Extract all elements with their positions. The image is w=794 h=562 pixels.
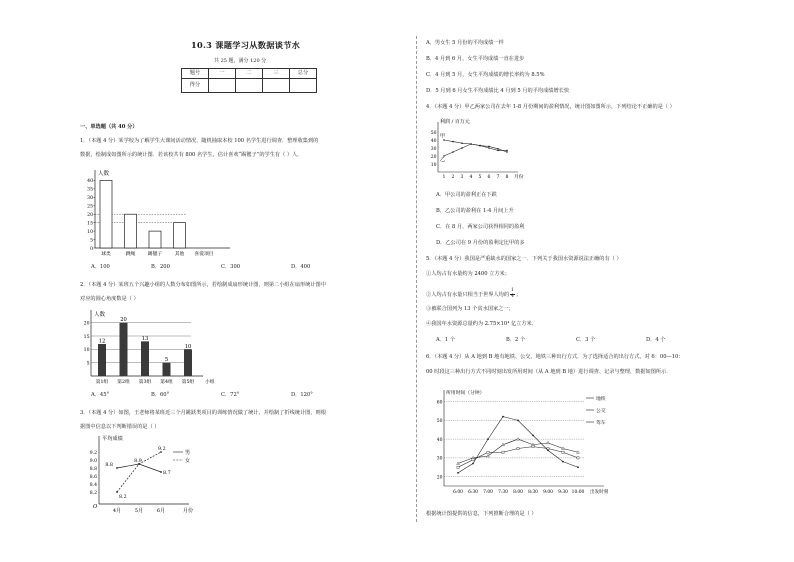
series-point-male bbox=[116, 467, 118, 469]
y-tick-label: 20 bbox=[430, 154, 437, 160]
x-tick-label: 4月 bbox=[112, 508, 122, 514]
y-tick-label: 10 bbox=[87, 229, 93, 235]
legend-label-female: 女 bbox=[185, 458, 191, 464]
q1-option-d[interactable]: D．400 bbox=[291, 264, 311, 270]
series-point bbox=[506, 151, 508, 153]
q4-option-a[interactable]: A．甲公司的盈利正在下跌 bbox=[436, 192, 497, 198]
series-point bbox=[577, 457, 579, 459]
bar-value-label: 13 bbox=[141, 335, 149, 342]
y-axis-label: 人数 bbox=[98, 171, 110, 177]
x-tick-label: 7:30 bbox=[498, 490, 508, 495]
x-tick-label: 跳绳 bbox=[125, 252, 136, 257]
q1-option-b[interactable]: B．200 bbox=[151, 264, 170, 270]
y-tick-label: 60 bbox=[436, 400, 443, 406]
y-tick-label: 8.2 bbox=[89, 490, 97, 496]
q3-line2: 据图中信息以下判断错误的是（ ） bbox=[80, 424, 160, 430]
y-tick-label: 15 bbox=[83, 334, 90, 340]
q2-line1: 2．（本题 4 分）某班五个兴趣小组的人数分布如图所示，若绘制成扇形统计图，则第二小组在扇形统计图中 bbox=[80, 282, 326, 288]
score-input-cell[interactable] bbox=[290, 79, 317, 93]
x-tick-label: 8:30 bbox=[528, 490, 538, 495]
series-point bbox=[562, 451, 564, 453]
q3-option-a[interactable]: A．男女生 5 月份的平均成绩一样 bbox=[426, 40, 504, 46]
series-point bbox=[547, 449, 549, 451]
x-tick-label: 8 bbox=[505, 175, 509, 180]
y-tick-label: 20 bbox=[83, 321, 90, 327]
q4-option-d[interactable]: D．乙公司在 9 月份的盈利定比甲的多 bbox=[436, 240, 525, 246]
q6-prompt: 根据统计图提供的信息，下列推断合理的是（ ） bbox=[426, 511, 537, 517]
score-table-cell: 一 bbox=[209, 69, 236, 79]
bar-value-label: 20 bbox=[120, 317, 127, 324]
bar bbox=[100, 180, 112, 248]
series-label-yi: 乙 bbox=[440, 156, 446, 163]
q5-fraction-numerator: 1 bbox=[511, 288, 514, 293]
y-tick-label: 40 bbox=[430, 138, 437, 144]
y-tick-label: 40 bbox=[436, 437, 443, 443]
series-line bbox=[458, 417, 578, 473]
q5-statement-2-text: ②人均占有水量只相当于世界人均的 bbox=[426, 291, 510, 298]
series-point bbox=[457, 466, 459, 468]
series-line-female bbox=[117, 452, 161, 492]
origin-label: O bbox=[93, 504, 98, 510]
series-point bbox=[461, 147, 463, 149]
bar bbox=[184, 349, 192, 376]
series-point bbox=[497, 150, 499, 152]
series-point bbox=[472, 463, 474, 465]
bar bbox=[163, 363, 171, 376]
q5-fraction bbox=[510, 289, 515, 300]
q2-option-b[interactable]: B．60° bbox=[151, 392, 170, 398]
y-tick-label: 25 bbox=[87, 204, 93, 210]
series-point bbox=[488, 147, 490, 149]
y-tick-label: 40 bbox=[87, 179, 93, 185]
y-axis-label: 平均成绩 bbox=[102, 436, 123, 442]
series-point bbox=[452, 151, 454, 153]
series-point-male bbox=[160, 471, 162, 473]
score-input-cell[interactable] bbox=[236, 79, 263, 93]
y-tick-label: 50 bbox=[430, 130, 437, 136]
bar bbox=[120, 323, 128, 376]
x-tick-label: 9:30 bbox=[558, 490, 568, 495]
series-point bbox=[472, 459, 474, 461]
series-line-male bbox=[117, 464, 161, 472]
score-input-cell[interactable] bbox=[263, 79, 290, 93]
y-tick-label: 9.2 bbox=[89, 450, 97, 456]
series-point bbox=[517, 438, 520, 441]
q2-option-d[interactable]: D．120° bbox=[291, 392, 313, 398]
q6-line-chart bbox=[436, 388, 636, 496]
x-tick-label: 7 bbox=[496, 175, 500, 180]
q2-line2: 对应的圆心角度数是（ ） bbox=[80, 296, 139, 302]
y-tick-label: 35 bbox=[87, 187, 93, 193]
q2-option-a[interactable]: A．45° bbox=[91, 392, 110, 398]
y-tick-label: 15 bbox=[87, 221, 93, 227]
point-label: 9.2 bbox=[158, 447, 166, 452]
y-axis-label: 利润 / 百万元 bbox=[440, 119, 470, 125]
series-point bbox=[502, 416, 504, 418]
series-point bbox=[488, 146, 490, 148]
q6-line2: 00 时段这三种出行方式不同时刻出发所用时间（从 A 地到 B 地）进行调查、记录与整理，数据如图所示． bbox=[426, 369, 672, 375]
point-label: 8.8 bbox=[105, 463, 113, 468]
x-tick-label: 8:00 bbox=[513, 490, 523, 495]
q5-statement-4: ④我国年水资源总量约为 2.75×10⁴ 亿立方米． bbox=[426, 321, 537, 327]
x-tick-label: 2 bbox=[451, 175, 455, 180]
q5-option-a[interactable]: A．1 个 bbox=[436, 337, 456, 343]
bar-value-label: 5 bbox=[164, 357, 169, 364]
score-input-cell[interactable] bbox=[209, 79, 236, 93]
bar-value-label: 10 bbox=[184, 343, 192, 350]
q6-line1: 6．（本题 4 分）从 A 地到 B 地有地铁、公交、地铁三种出行方式．为了选择适合的出行方式，对 6：00—10： bbox=[426, 354, 684, 360]
y-tick-label: 0 bbox=[90, 246, 93, 252]
q4-line1: 4．（本题 4 分）甲乙两家公司在去年 1-8 月份期间的盈利情况，统计图如图所示，下列结论不正确的是（ ） bbox=[426, 104, 675, 110]
series-point bbox=[547, 441, 550, 444]
q5-option-c[interactable]: C．3 个 bbox=[576, 337, 596, 343]
score-table-cell: 题号 bbox=[182, 69, 209, 79]
q1-line1: 1．（本题 4 分）某学校为了解学生大课间活动情况，随机抽取本校 100 名学生进行调查．整理收集到的 bbox=[80, 138, 319, 144]
score-table-cell: 得分 bbox=[182, 79, 209, 93]
x-tick-label: 10:00 bbox=[571, 490, 585, 495]
x-axis-label: 出发时刻 bbox=[590, 490, 609, 495]
x-tick-label: 7:00 bbox=[483, 490, 493, 495]
legend-label: 地铁 bbox=[596, 396, 606, 402]
q5-fraction-denominator: 4 bbox=[511, 293, 514, 299]
q3-line1: 3．（本题 4 分）如图，王老师将某班近三个月跳跃类项目的训练情况做了统计，并绘制了折线统计图，则根 bbox=[80, 410, 326, 416]
x-axis-label: 月份 bbox=[514, 175, 524, 180]
q3-option-b[interactable]: B．4 月到 6 月，女生平均成绩一直在进步 bbox=[426, 56, 525, 62]
y-axis-label: 所用时间（分钟） bbox=[446, 391, 485, 396]
legend-label-male: 男 bbox=[185, 450, 191, 456]
bar bbox=[174, 223, 186, 248]
x-tick-label: 6月 bbox=[156, 508, 166, 514]
series-point bbox=[562, 461, 564, 463]
point-label: 8.7 bbox=[163, 471, 171, 476]
x-tick-label: 4 bbox=[469, 175, 473, 180]
page-subtitle: 共 25 题，满分 120 分 bbox=[214, 58, 267, 64]
series-point bbox=[517, 419, 519, 421]
y-tick-label: 5 bbox=[90, 238, 93, 244]
series-point-female bbox=[116, 491, 118, 493]
q4-option-c[interactable]: C．在 8 月，两家公司获得相同的盈利 bbox=[436, 224, 525, 230]
x-tick-label: 1 bbox=[442, 175, 446, 180]
score-table-cell: 总分 bbox=[290, 69, 317, 79]
series-point bbox=[497, 148, 499, 150]
q5-statement-2-end: ； bbox=[515, 291, 522, 298]
series-point bbox=[517, 447, 519, 449]
x-tick-label: 9:00 bbox=[543, 490, 553, 495]
x-tick-label: 6:30 bbox=[468, 490, 478, 495]
x-tick-label: 第4组 bbox=[160, 380, 173, 385]
score-table-cell: 三 bbox=[263, 69, 290, 79]
q1-bar-chart bbox=[85, 168, 245, 260]
x-tick-label: 5 bbox=[478, 175, 482, 180]
bar-value-label: 12 bbox=[98, 338, 106, 345]
y-tick-label: 20 bbox=[87, 213, 93, 219]
x-tick-label: 喜爱项目 bbox=[194, 252, 214, 257]
q3-option-c[interactable]: C．4 月到 5 月，女生平均成绩的增长率约为 8.5% bbox=[426, 72, 545, 78]
q1-option-c[interactable]: C．300 bbox=[221, 264, 241, 270]
series-point bbox=[502, 451, 504, 453]
series-point bbox=[532, 434, 534, 436]
y-tick-label: 10 bbox=[430, 162, 437, 168]
bar bbox=[149, 231, 161, 248]
y-tick-label: 10 bbox=[83, 348, 90, 354]
q4-line-chart bbox=[430, 118, 540, 186]
series-point bbox=[487, 455, 490, 458]
y-tick-label: 20 bbox=[436, 475, 443, 481]
q1-line2: 数据，绘制成如图所示的统计图．若该校共有 800 名学生，估计喜欢“踢毽子”的学生有（ ）人． bbox=[80, 152, 303, 158]
series-point bbox=[461, 142, 463, 144]
x-axis-label: 月份 bbox=[183, 508, 194, 514]
x-tick-label: 6 bbox=[487, 175, 491, 180]
y-tick-label: 30 bbox=[430, 146, 437, 152]
y-tick-label: 8.4 bbox=[89, 482, 97, 488]
q5-statement-3: ③被联合国列为 13 个贫水国家之一； bbox=[426, 306, 514, 312]
q3-option-d[interactable]: D．5 月到 6 月女生平均成绩比 4 月到 5 月的平均成绩增长快 bbox=[426, 88, 570, 94]
x-tick-label: 球类 bbox=[101, 252, 111, 257]
score-table bbox=[181, 68, 317, 93]
x-tick-label: 5月 bbox=[134, 508, 144, 514]
series-label-jia: 甲 bbox=[440, 133, 446, 140]
point-label: 8.9 bbox=[134, 459, 142, 464]
series-point bbox=[452, 141, 454, 143]
section-heading: 一、单选题（共 40 分） bbox=[80, 124, 138, 130]
score-table-cell: 二 bbox=[236, 69, 263, 79]
point-label: 8.2 bbox=[119, 495, 127, 500]
q5-line1: 5．（本题 4 分）我国是严重缺水的国家之一．下列关于我国水资源说法正确的有（ ） bbox=[426, 256, 622, 262]
series-point bbox=[506, 150, 508, 152]
x-tick-label: 其他 bbox=[174, 252, 185, 257]
x-tick-label: 第2组 bbox=[117, 380, 130, 385]
legend-label: 驾车 bbox=[596, 420, 606, 426]
x-tick-label: 第1组 bbox=[95, 380, 109, 385]
y-tick-label: 50 bbox=[436, 419, 443, 425]
series-point bbox=[479, 145, 481, 147]
q5-option-d[interactable]: D．4 个 bbox=[646, 337, 666, 343]
y-tick-label: 8.8 bbox=[89, 466, 97, 472]
q4-option-b[interactable]: B．乙公司的盈利在 1-4 月间上升 bbox=[436, 208, 514, 214]
series-point bbox=[457, 472, 459, 474]
bar bbox=[125, 214, 137, 248]
series-point bbox=[577, 466, 579, 468]
q1-option-a[interactable]: A．100 bbox=[91, 264, 110, 270]
x-tick-label: 6:00 bbox=[453, 490, 463, 495]
q5-statement-2 bbox=[426, 289, 521, 300]
q5-statement-1: ①人均占有水量约为 2400 立方米； bbox=[426, 271, 510, 277]
y-axis-label: 人数 bbox=[94, 312, 106, 318]
series-point bbox=[470, 143, 472, 145]
x-tick-label: 踢毽子 bbox=[147, 252, 163, 257]
q5-option-b[interactable]: B．2 个 bbox=[506, 337, 526, 343]
q2-bar-chart bbox=[85, 308, 215, 390]
y-tick-label: 8.6 bbox=[89, 474, 97, 480]
q3-line-chart bbox=[85, 434, 215, 518]
y-tick-label: 5 bbox=[86, 361, 90, 367]
y-tick-label: 30 bbox=[436, 456, 443, 462]
series-point bbox=[532, 446, 534, 448]
q2-option-c[interactable]: C．72° bbox=[221, 392, 240, 398]
x-axis-label: 小组 bbox=[205, 380, 215, 385]
x-tick-label: 3 bbox=[460, 175, 464, 180]
bar bbox=[98, 344, 106, 376]
y-tick-label: 9.0 bbox=[89, 458, 97, 464]
x-tick-label: 第3组 bbox=[138, 380, 152, 385]
series-point bbox=[487, 438, 489, 440]
legend-label: 公交 bbox=[596, 408, 606, 414]
x-tick-label: 第5组 bbox=[181, 380, 195, 385]
column-divider bbox=[416, 36, 417, 522]
bar bbox=[141, 341, 149, 376]
series-point bbox=[487, 451, 489, 453]
y-tick-label: 30 bbox=[87, 196, 93, 202]
page-title: 10.3 课题学习从数据谈节水 bbox=[191, 40, 301, 50]
